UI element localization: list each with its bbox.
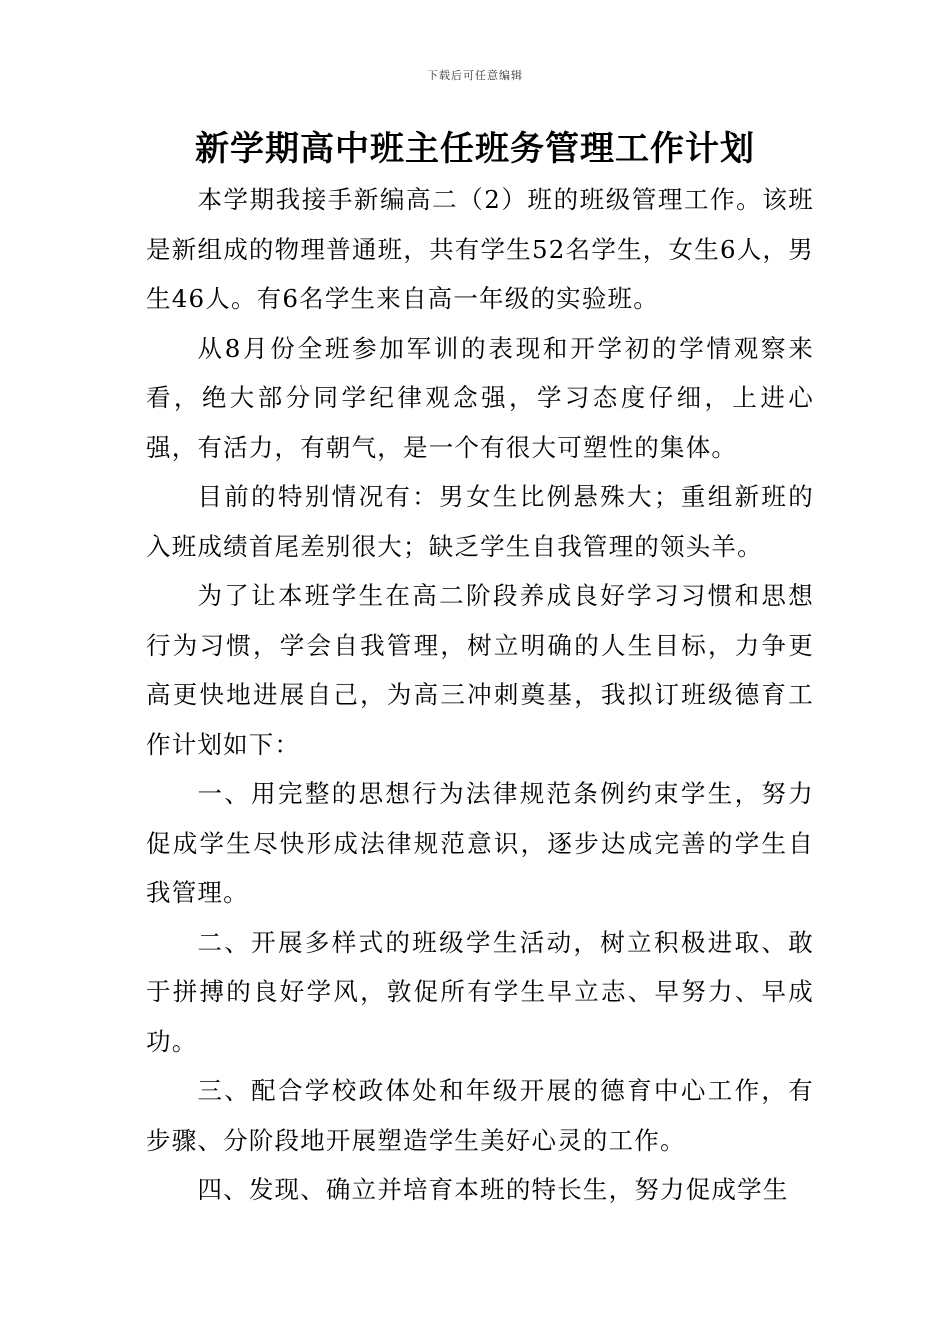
header-note: 下载后可任意编辑 <box>427 69 523 82</box>
paragraph-intro: 本学期我接手新编高二（2）班的班级管理工作。该班是新组成的物理普通班，共有学生52名学生，女生6人，男生46人。有6名学生来自高一年级的实验班。 <box>146 185 814 313</box>
document-title: 新学期高中班主任班务管理工作计划 <box>195 129 755 169</box>
document-body <box>146 175 814 1215</box>
paragraph-item-4: 四、发现、确立并培育本班的特长生，努力促成学生 <box>197 1175 789 1204</box>
paragraph-plan-intro: 为了让本班学生在高二阶段养成良好学习习惯和思想行为习惯，学会自我管理，树立明确的人生目标，力争更高更快地进展自己，为高三冲刺奠基，我拟订班级德育工作计划如下： <box>146 581 814 759</box>
paragraph-observation: 从8月份全班参加军训的表现和开学初的学情观察来看，绝大部分同学纪律观念强，学习态度仔细，上进心强，有活力，有朝气，是一个有很大可塑性的集体。 <box>146 333 814 462</box>
paragraph-special-situation: 目前的特别情况有：男女生比例悬殊大；重组新班的入班成绩首尾差别很大；缺乏学生自我管理的领头羊。 <box>146 482 814 561</box>
paragraph-item-2: 二、开展多样式的班级学生活动，树立积极进取、敢于拼搏的良好学风，敦促所有学生早立志、早努力、早成功。 <box>146 927 814 1056</box>
paragraph-item-1: 一、用完整的思想行为法律规范条例约束学生，努力促成学生尽快形成法律规范意识，逐步达成完善的学生自我管理。 <box>146 779 814 907</box>
paragraph-item-3: 三、配合学校政体处和年级开展的德育中心工作，有步骤、分阶段地开展塑造学生美好心灵的工作。 <box>146 1076 814 1155</box>
